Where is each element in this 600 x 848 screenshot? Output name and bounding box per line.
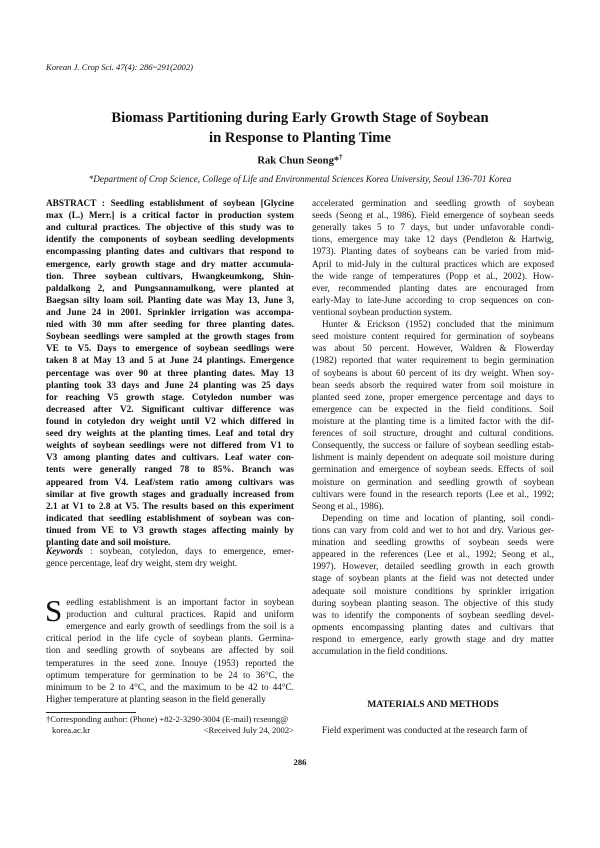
text-line: seed dry weights at the planting times. Leaf and total dry	[46, 429, 294, 440]
text-line: for reaching V5 growth stage. Cotyledon number was	[46, 392, 294, 403]
text-line: generally takes 5 to 7 days, but under unfavorable condi-	[312, 223, 554, 234]
corresponding-mark: †	[339, 153, 343, 161]
text-line: lishment is mainly dependent on adequate soil moisture during	[312, 453, 554, 464]
text-line: paldalkong 2, and Pungsannamulkong, were planted at	[46, 283, 294, 294]
text-line: Depending on time and location of planting, soil condi-	[322, 513, 554, 524]
text-line: appeared in the references (Lee et al., 1992; Seong et al.,	[312, 550, 554, 561]
text-line: 2.1 at V1 to 2.8 at V5. The results based on this experiment	[46, 501, 294, 512]
text-line: tions, emergence may take 12 days (Pendleton & Hartwig,	[312, 235, 554, 246]
keywords-text: : soybean, cotyledon, days to emergence, emer-	[83, 547, 294, 557]
text-line: of soybeans is about 60 percent of its dry weight. When soy-	[312, 368, 554, 379]
text-line: taken 8 at May 13 and 5 at June 24 plantings. Emergence	[46, 356, 294, 367]
text-line: max (L.) Merr.] is a critical factor in production system	[46, 211, 294, 222]
text-line: appeared from V4. Leaf/stem ratio among cultivars was	[46, 477, 294, 488]
text-line: decreased after V2. Significant cultivar difference was	[46, 404, 294, 415]
text-line: accumulation in the field conditions.	[312, 647, 448, 658]
text-line: minimum to be 2 to 4°C, and the maximum to be 42 to 44°C.	[46, 682, 294, 693]
text-line: mination and seedling growths of soybean seeds were	[312, 538, 554, 549]
text-line: nied with 30 mm after seeding for three planting dates.	[46, 320, 294, 331]
text-line: April to mid-July in the cultural practices which are exposed	[312, 259, 554, 270]
text-line: encompassing planting dates and cultivars that respond to	[46, 247, 294, 258]
text-line: identify the components of soybean seedling developments	[46, 235, 294, 246]
text-line: ventional soybean production system.	[312, 307, 452, 318]
text-line: stage of soybean plants at the field was not detected under	[312, 574, 554, 585]
author-name: Rak Chun Seong*	[257, 155, 340, 167]
text-line: Hunter & Erickson (1952) concluded that the minimum	[322, 320, 554, 331]
text-line: tents were generally ranged 78 to 85%. Branch was	[46, 465, 294, 476]
page-number: 286	[293, 757, 307, 767]
text-line: tinued from VE to V3 growth stages affecting mainly by	[46, 525, 294, 536]
text-line: was about 50 percent. However, Waldren & Flowerday	[312, 344, 554, 355]
text-line: ever, recommended planting dates are encouraged from	[312, 283, 554, 294]
keywords-text: gence percentage, leaf dry weight, stem dry weight.	[46, 559, 238, 570]
text-line: seed moisture content required for germination of soybeans	[312, 332, 554, 343]
text-line: ferences of soil structure, drought and cultural conditions.	[312, 429, 554, 440]
text-line: moisture at the planting time is a limited factor with the dif-	[312, 416, 554, 427]
text-line: temperatures in the seed zone. Inouye (1953) reported the	[46, 658, 294, 669]
text-line: optimum temperature for germination to be 24 to 36°C, the	[46, 670, 294, 681]
text-line: tion and seedling growth of soybeans are affected by soil	[46, 646, 294, 657]
text-line: Consequently, the success or failure of soybean seedling estab-	[312, 441, 554, 452]
text-line: cultivars were found in the research reports (Lee et al., 1992;	[312, 489, 554, 500]
title-line: in Response to Planting Time	[209, 130, 391, 146]
text-line: critical period in the life cycle of soybean plants. Germina-	[46, 634, 294, 645]
text-line: the wide range of temperatures (Popp et al., 2002). How-	[312, 271, 554, 282]
text-line: 1997). However, detailed seedling growth in each growth	[312, 562, 554, 573]
text-line: weights of soybean seedlings were not differed from V1 to	[46, 441, 294, 452]
text-line: found in cotyledon dry weight until V2 which differed in	[46, 416, 294, 427]
text-line: Baegsan silty loam soil. Planting date was May 13, June 3,	[46, 295, 294, 306]
footnote-contact: †Corresponding author: (Phone) +82-2-3290-3004 (E-mail) rcseong@	[46, 714, 289, 724]
text-line: emergence can be expected in the field conditions. Soil	[312, 404, 554, 415]
drop-cap: S	[45, 593, 63, 628]
introduction	[45, 593, 294, 706]
text-line: percentage was over 90 at three planting dates. May 13	[46, 368, 294, 379]
text-line: V3 among planting dates and cultivars. Leaf water con-	[46, 453, 294, 464]
text-line: planted seed zone, proper emergence percentage and days to	[312, 392, 554, 403]
text-line: Field experiment was conducted at the research farm of	[322, 726, 528, 736]
affiliation: *Department of Crop Science, College of Life and Environmental Sciences Korea University, Seoul 136-701 Korea	[88, 174, 512, 184]
text-line: indicated that seedling establishment of soybean was con-	[46, 513, 294, 524]
methods-text	[312, 725, 554, 737]
text-line: and June 24 in 2001. Sprinkler irrigation was accompa-	[46, 307, 294, 318]
author-line	[0, 153, 600, 167]
text-line: was to identify the components of soybean seedling devel-	[312, 610, 554, 621]
text-line: Higher temperature at planting season in the field generally	[46, 694, 266, 705]
text-line: similar at five growth stages and gradually increased from	[46, 489, 294, 500]
text-line: Seong et al., 1986).	[312, 501, 384, 512]
text-line: Soybean seedlings were sampled at the growth stages from	[46, 332, 294, 343]
text-line: emergence and early growth of seedlings from the soil is a	[66, 622, 294, 633]
text-line: moisture on germination and seedling growth of soybean	[312, 477, 554, 488]
keywords-label: Keywords	[46, 547, 83, 557]
text-line: emergence, early growth stage and dry matter accumula-	[46, 259, 294, 270]
received-date: <Received July 24, 2002>	[203, 725, 294, 735]
footnote-divider	[46, 712, 136, 713]
footnote-email: korea.ac.kr	[52, 725, 91, 735]
text-line: planting took 33 days and June 24 planting was 25 days	[46, 380, 294, 391]
text-line: eedling establishment is an important factor in soybean	[66, 598, 294, 608]
keywords	[46, 546, 294, 570]
abstract	[46, 198, 294, 549]
text-line: early-May to late-June according to crop sequences on con-	[312, 295, 554, 306]
text-line: planting date and soil moisture.	[46, 538, 171, 549]
title-line: Biomass Partitioning during Early Growth Stage of Soybean	[111, 110, 489, 126]
text-line: VE to V5. Days to emergence of soybean seedlings were	[46, 344, 294, 355]
text-line: during soybean planting season. The objective of this study	[312, 598, 554, 609]
text-line: adequate soil moisture conditions by sprinkler irrigation	[312, 586, 554, 597]
journal-citation: Korean J. Crop Sci. 47(4): 286~291(2002)	[46, 62, 193, 72]
text-line: ABSTRACT : Seedling establishment of soybean [Glycine	[46, 199, 294, 209]
text-line: tion. Three soybean cultivars, Hwangkeumkong, Shin-	[46, 271, 294, 282]
footnote	[46, 714, 294, 736]
text-line: seeds (Seong et al., 1986). Field emergence of soybean seeds	[312, 211, 554, 222]
text-line: and cultural practices. The objective of this study was to	[46, 223, 294, 234]
text-line: respond to emergence, early growth stage and dry matter	[312, 634, 554, 645]
text-line: germination and emergence of soybean seeds. Effects of soil	[312, 465, 554, 476]
text-line: production and cultural practices. Rapid and uniform	[66, 610, 294, 621]
text-line: opments encompassing planting dates and cultivars that	[312, 622, 554, 633]
text-line: tions can vary from cold and wet to hot and dry. Various ger-	[312, 525, 554, 536]
text-line: bean seeds absorb the required water from soil moisture in	[312, 380, 554, 391]
text-line: accelerated germination and seedling growth of soybean	[312, 199, 554, 209]
section-heading-methods: MATERIALS AND METHODS	[367, 699, 499, 710]
text-line: 1973). Planting dates of soybeans can be varied from mid-	[312, 247, 554, 258]
paper-title	[40, 108, 560, 148]
right-column-body	[312, 198, 554, 658]
text-line: (1982) reported that water requirement to begin germination	[312, 356, 554, 367]
